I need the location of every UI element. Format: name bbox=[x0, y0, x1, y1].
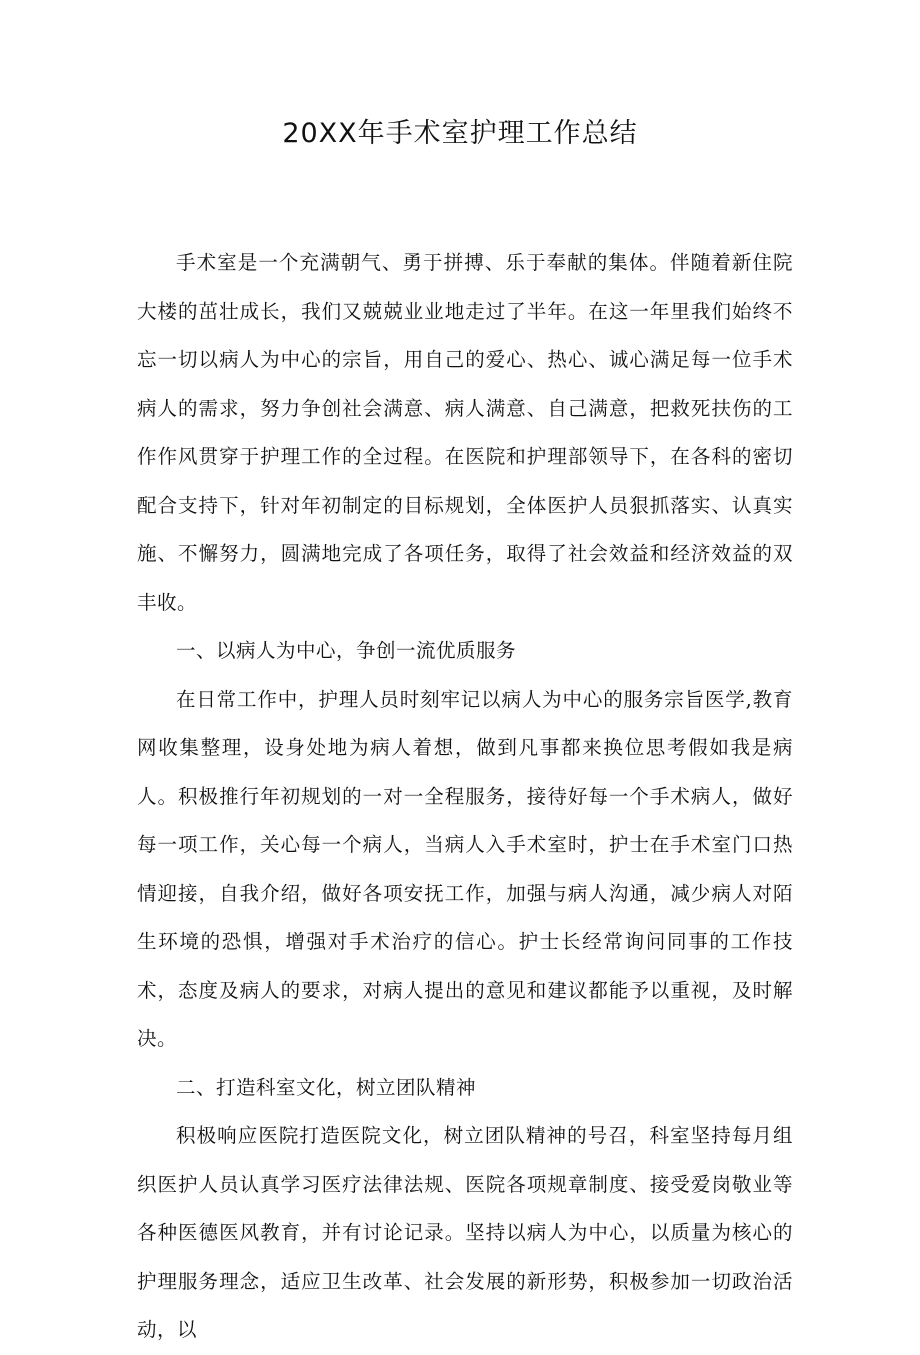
intro-paragraph: 手术室是一个充满朝气、勇于拼搏、乐于奉献的集体。伴随着新住院大楼的茁壮成长，我们又兢兢业业地走过了半年。在这一年里我们始终不忘一切以病人为中心的宗旨，用自己的爱心、热心、诚心满足每一位手术病人的需求，努力争创社会满意、病人满意、自己满意，把救死扶伤的工作作风贯穿于护理工作的全过程。在医院和护理部领导下，在各科的密切配合支持下，针对年初制定的目标规划，全体医护人员狠抓落实、认真实施、不懈努力，圆满地完成了各项任务，取得了社会效益和经济效益的双丰收。 bbox=[137, 251, 793, 614]
section-2-heading: 二、打造科室文化，树立团队精神 bbox=[176, 1075, 477, 1099]
section-1-paragraph: 在日常工作中，护理人员时刻牢记以病人为中心的服务宗旨医学,教育网收集整理，设身处地为病人着想，做到凡事都来换位思考假如我是病人。积极推行年初规划的一对一全程服务，接待好每一个手术病人，做好每一项工作，关心每一个病人，当病人入手术室时，护士在手术室门口热情迎接，自我介绍，做好各项安抚工作，加强与病人沟通，减少病人对陌生环境的恐惧，增强对手术治疗的信心。护士长经常询问同事的工作技术，态度及病人的要求，对病人提出的意见和建议都能予以重视，及时解决。 bbox=[137, 687, 793, 1050]
section-2-paragraph: 积极响应医院打造医院文化，树立团队精神的号召，科室坚持每月组织医护人员认真学习医疗法律法规、医院各项规章制度、接受爱岗敬业等各种医德医风教育，并有讨论记录。坚持以病人为中心，以质量为核心的护理服务理念，适应卫生改革、社会发展的新形势，积极参加一切政治活动，以 bbox=[137, 1124, 793, 1341]
section-1-heading: 一、以病人为中心，争创一流优质服务 bbox=[176, 639, 517, 662]
document-title: 20XX年手术室护理工作总结 bbox=[282, 118, 638, 149]
document-body bbox=[137, 239, 793, 1355]
